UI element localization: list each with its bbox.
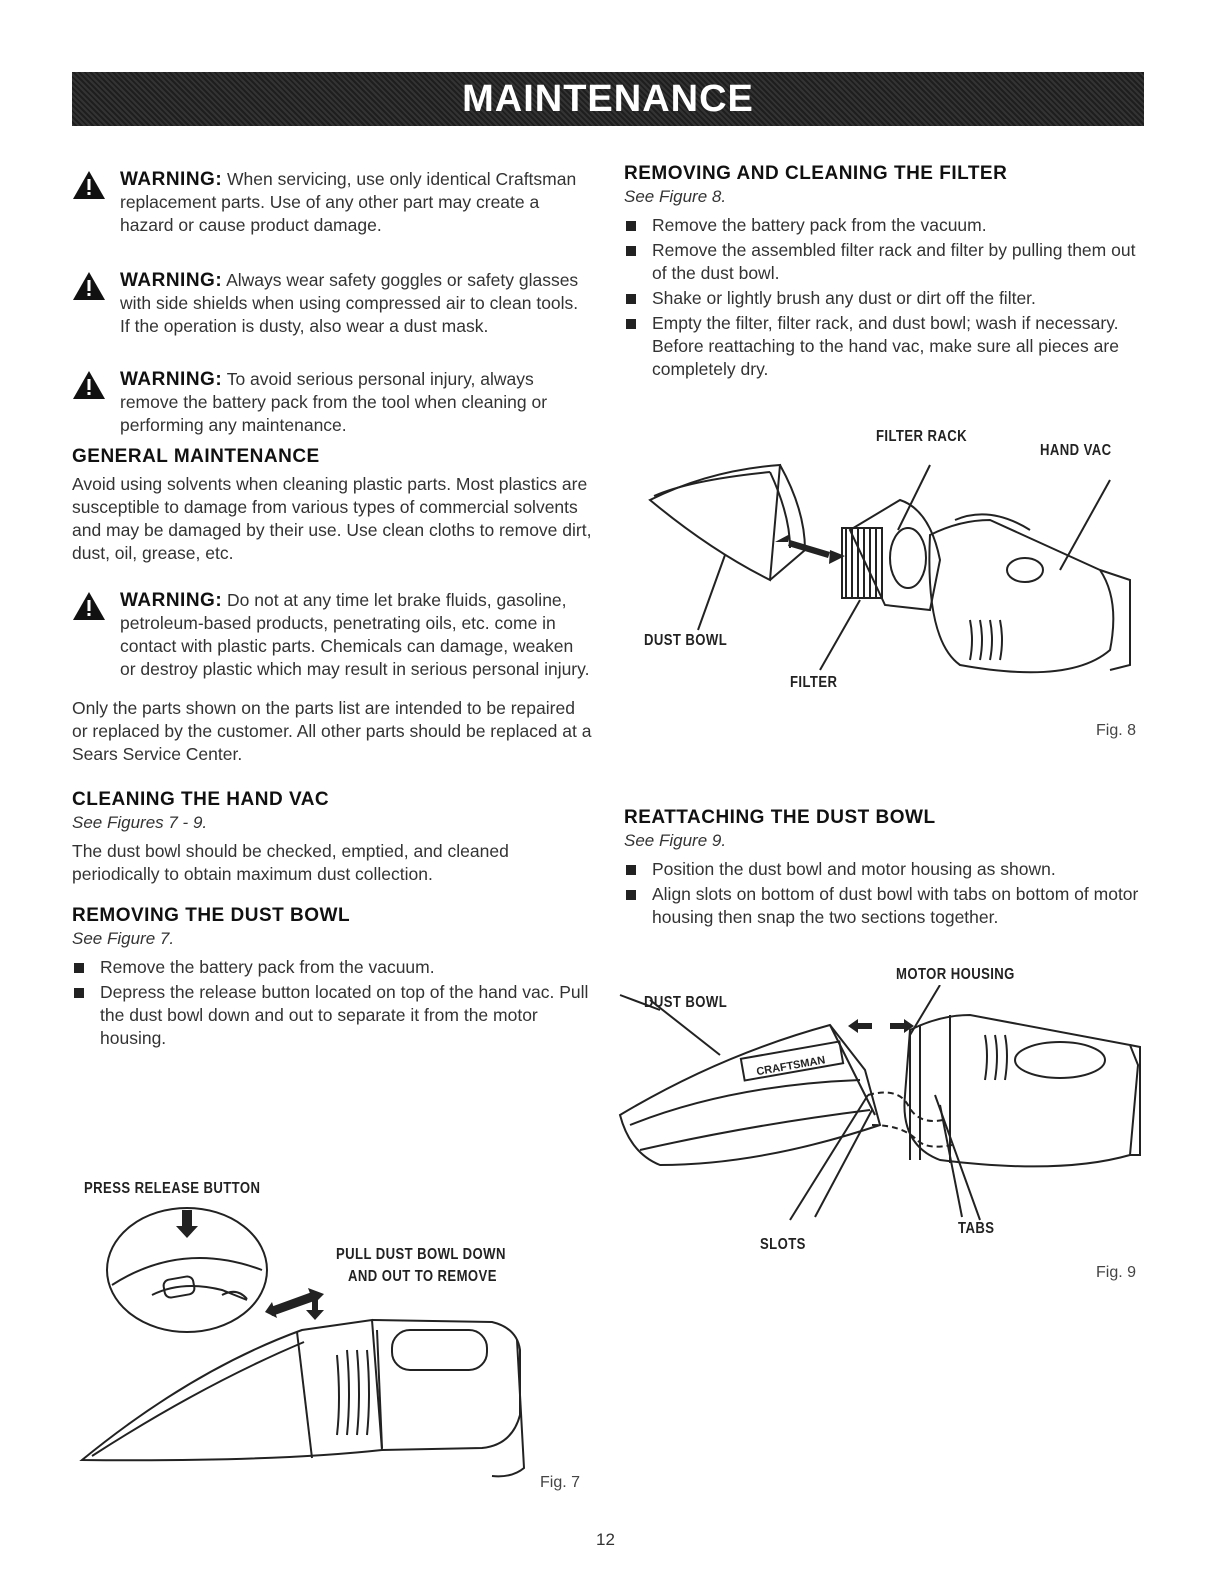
removing-bowl-see: See Figure 7. xyxy=(72,929,175,948)
reattach-see: See Figure 9. xyxy=(624,831,727,850)
warning-label: WARNING: xyxy=(120,369,223,390)
fig7-pull-label-2: AND OUT TO REMOVE xyxy=(348,1268,497,1285)
reattach-heading: REATTACHING THE DUST BOWL xyxy=(624,807,936,828)
banner-title: MAINTENANCE xyxy=(462,77,754,120)
filter-heading: REMOVING AND CLEANING THE FILTER xyxy=(624,163,1008,184)
list-item: Shake or lightly brush any dust or dirt off the filter. xyxy=(624,287,1144,310)
left-column xyxy=(72,168,592,1052)
fig9-motor-housing-label: MOTOR HOUSING xyxy=(896,966,1015,983)
fig8-filter-rack-label: FILTER RACK xyxy=(876,428,967,445)
removing-bowl-heading: REMOVING THE DUST BOWL xyxy=(72,905,351,926)
list-item: Depress the release button located on top of the hand vac. Pull the dust bowl down and out to separate it from the motor housing. xyxy=(72,981,592,1050)
warning-icon xyxy=(72,370,106,400)
figure-8-illustration xyxy=(630,440,1144,690)
warning-block xyxy=(72,589,592,681)
list-item: Remove the battery pack from the vacuum. xyxy=(72,956,592,979)
figure-8-caption: Fig. 8 xyxy=(1096,722,1137,739)
reattach-list xyxy=(624,858,1144,929)
general-maintenance-heading: GENERAL MAINTENANCE xyxy=(72,446,320,467)
cleaning-text: The dust bowl should be checked, emptied, and cleaned periodically to obtain maximum dust collection. xyxy=(72,841,509,884)
warning-text: Do not at any time let brake fluids, gasoline, petroleum-based products, penetrating oils, etc. come in contact with plastic parts. Chemicals can damage, weaken or destroy plastic which may result in serious personal injury. xyxy=(120,590,590,679)
list-item: Remove the battery pack from the vacuum. xyxy=(624,214,1144,237)
list-item: Align slots on bottom of dust bowl with tabs on bottom of motor housing then snap the two sections together. xyxy=(624,883,1144,929)
figure-9-illustration xyxy=(610,985,1144,1225)
figure-7-illustration xyxy=(72,1200,572,1490)
fig8-dust-bowl-label: DUST BOWL xyxy=(644,632,728,649)
warning-block xyxy=(72,368,592,437)
warning-text: To avoid serious personal injury, always remove the battery pack from the tool when cleaning or performing any maintenance. xyxy=(120,369,548,435)
warning-icon xyxy=(72,591,106,621)
removing-bowl-list xyxy=(72,956,592,1050)
right-column xyxy=(624,162,1144,383)
warning-text: Always wear safety goggles or safety glasses with side shields when using compressed air to clean tools. If the operation is dusty, also wear a dust mask. xyxy=(120,270,579,336)
warning-label: WARNING: xyxy=(120,270,223,291)
fig8-filter-label: FILTER xyxy=(790,674,838,691)
parts-text: Only the parts shown on the parts list are intended to be repaired or replaced by the customer. All other parts should be replaced at a Sears Service Center. xyxy=(72,698,592,764)
warning-icon xyxy=(72,170,106,200)
general-maintenance-text: Avoid using solvents when cleaning plastic parts. Most plastics are susceptible to damage from various types of commercial solvents and may be damaged by their use. Use clean cloths to remove dirt, dust, oil, grease, etc. xyxy=(72,474,592,563)
fig7-pull-label-1: PULL DUST BOWL DOWN xyxy=(336,1246,506,1263)
figure-7-caption: Fig. 7 xyxy=(540,1474,581,1491)
list-item: Position the dust bowl and motor housing as shown. xyxy=(624,858,1144,881)
warning-block xyxy=(72,269,592,338)
warning-label: WARNING: xyxy=(120,169,223,190)
fig9-brand-label: CRAFTSMAN xyxy=(755,1054,827,1079)
fig9-slots-label: SLOTS xyxy=(760,1236,806,1253)
warning-text: When servicing, use only identical Craftsman replacement parts. Use of any other part may create a hazard or cause product damage. xyxy=(120,169,577,235)
section-banner xyxy=(72,72,1144,126)
warning-block xyxy=(72,168,592,237)
filter-list xyxy=(624,214,1144,381)
figure-9-caption: Fig. 9 xyxy=(1096,1264,1137,1281)
fig9-tabs-label: TABS xyxy=(958,1220,995,1237)
list-item: Empty the filter, filter rack, and dust bowl; wash if necessary. Before reattaching to the hand vac, make sure all pieces are completely dry. xyxy=(624,312,1144,381)
reattach-section xyxy=(624,806,1144,931)
cleaning-see: See Figures 7 - 9. xyxy=(72,813,208,832)
cleaning-heading: CLEANING THE HAND VAC xyxy=(72,789,330,810)
filter-see: See Figure 8. xyxy=(624,187,727,206)
warning-label: WARNING: xyxy=(120,590,223,611)
page-number: 12 xyxy=(596,1530,615,1549)
fig9-dust-bowl-label: DUST BOWL xyxy=(644,994,728,1011)
fig8-hand-vac-label: HAND VAC xyxy=(1040,442,1112,459)
warning-icon xyxy=(72,271,106,301)
fig7-press-label: PRESS RELEASE BUTTON xyxy=(84,1180,261,1197)
list-item: Remove the assembled filter rack and filter by pulling them out of the dust bowl. xyxy=(624,239,1144,285)
